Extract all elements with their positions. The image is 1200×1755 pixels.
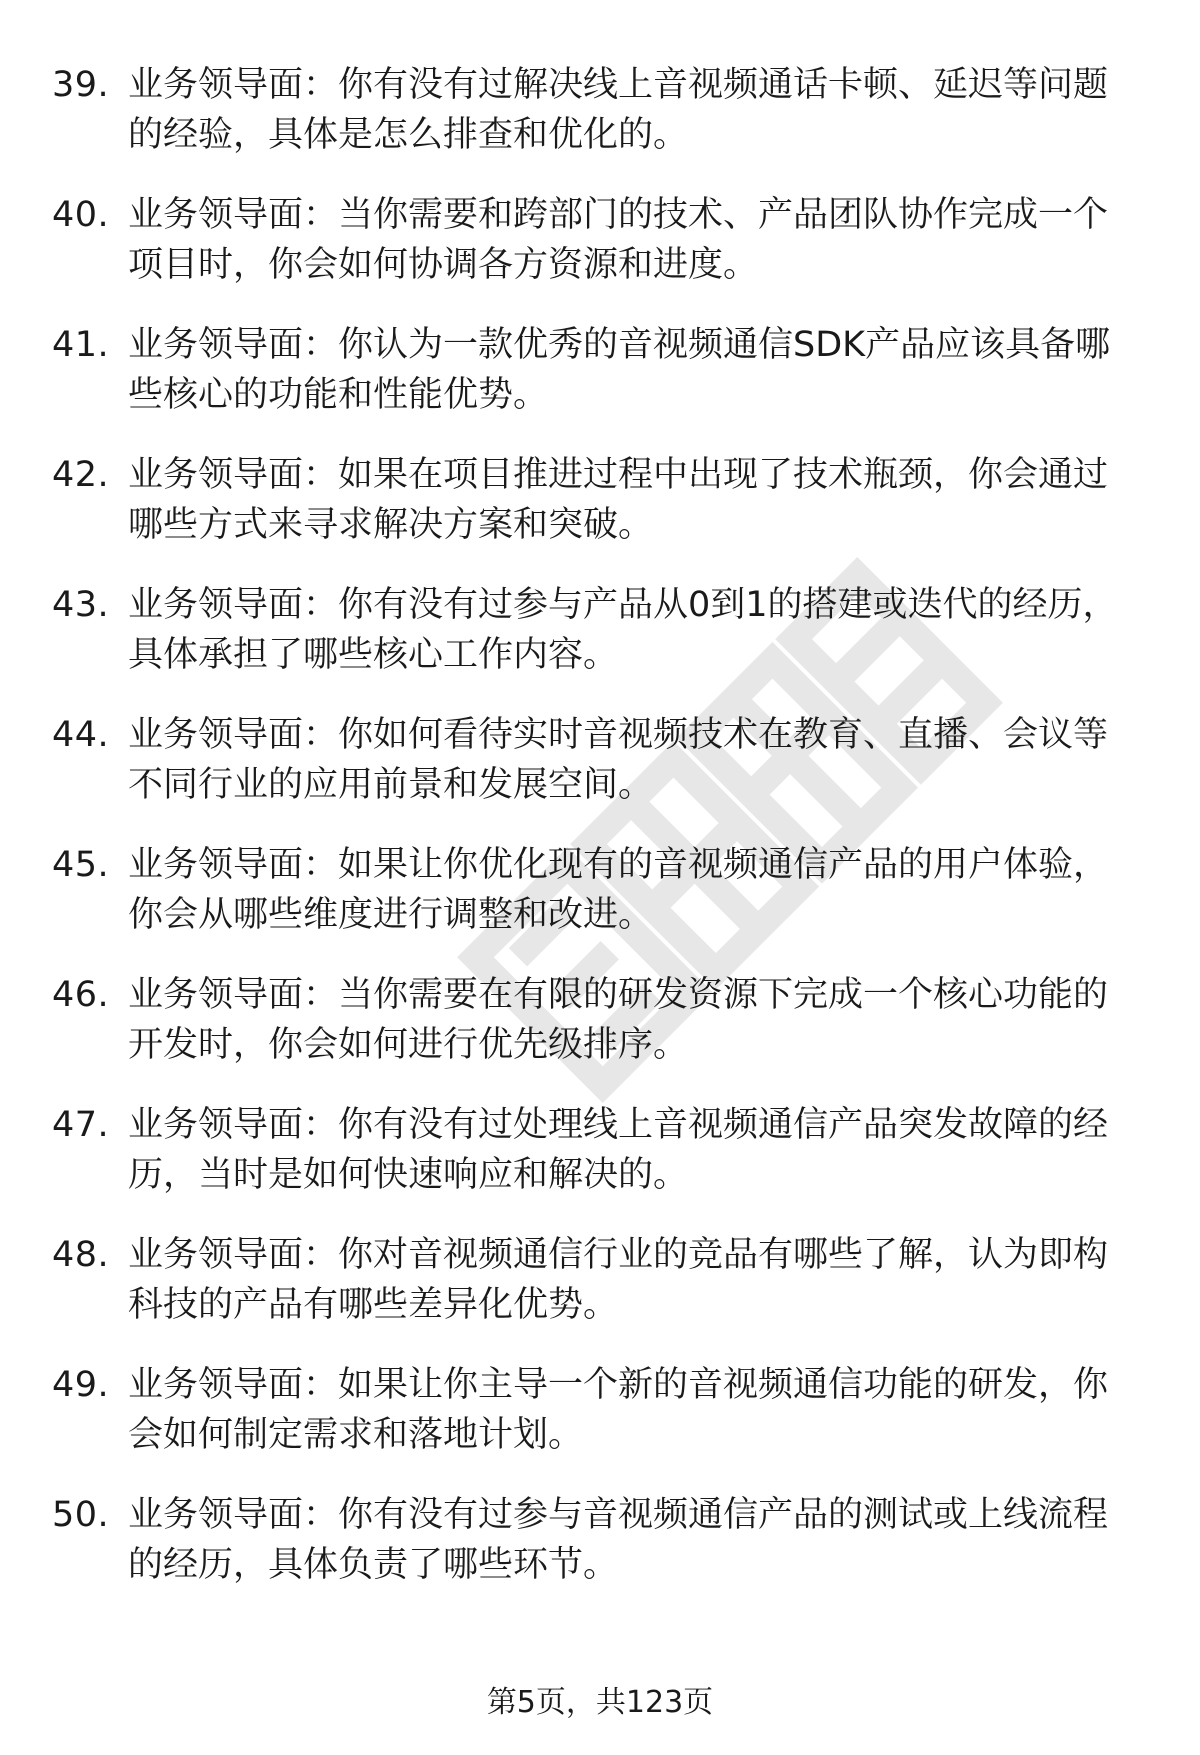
question-list xyxy=(52,60,1152,1620)
question-number: 41. xyxy=(52,325,110,365)
page-number-footer: 第5页，共123页 xyxy=(486,1685,714,1720)
question-number: 40. xyxy=(52,195,110,235)
question-number: 44. xyxy=(52,715,110,755)
list-item xyxy=(52,1360,1152,1490)
question-text: 业务领导面：当你需要和跨部门的技术、产品团队协作完成一个项目时，你会如何协调各方资源和进度。 xyxy=(128,195,1109,285)
question-text: 业务领导面：当你需要在有限的研发资源下完成一个核心功能的开发时，你会如何进行优先级排序。 xyxy=(128,975,1109,1065)
list-item xyxy=(52,190,1152,320)
list-item xyxy=(52,580,1152,710)
list-item xyxy=(52,970,1152,1100)
question-text: 业务领导面：你对音视频通信行业的竞品有哪些了解，认为即构科技的产品有哪些差异化优势。 xyxy=(128,1235,1109,1325)
question-number: 43. xyxy=(52,585,110,625)
list-item xyxy=(52,1100,1152,1230)
question-text: 业务领导面：你如何看待实时音视频技术在教育、直播、会议等不同行业的应用前景和发展空间。 xyxy=(128,715,1109,805)
list-item xyxy=(52,1490,1152,1620)
list-item xyxy=(52,840,1152,970)
question-number: 45. xyxy=(52,845,110,885)
list-item xyxy=(52,60,1152,190)
question-text: 业务领导面：你有没有过解决线上音视频通话卡顿、延迟等问题的经验，具体是怎么排查和优化的。 xyxy=(128,65,1109,155)
question-number: 49. xyxy=(52,1365,110,1405)
list-item xyxy=(52,1230,1152,1360)
list-item xyxy=(52,320,1152,450)
question-number: 47. xyxy=(52,1105,110,1145)
list-item xyxy=(52,450,1152,580)
question-text: 业务领导面：如果让你主导一个新的音视频通信功能的研发，你会如何制定需求和落地计划。 xyxy=(128,1365,1109,1455)
question-text: 业务领导面：如果在项目推进过程中出现了技术瓶颈，你会通过哪些方式来寻求解决方案和突破。 xyxy=(128,455,1109,545)
question-text: 业务领导面：你有没有过参与产品从0到1的搭建或迭代的经历，具体承担了哪些核心工作内容。 xyxy=(128,585,1118,675)
question-number: 48. xyxy=(52,1235,110,1275)
question-text: 业务领导面：如果让你优化现有的音视频通信产品的用户体验，你会从哪些维度进行调整和改进。 xyxy=(128,845,1109,935)
question-number: 46. xyxy=(52,975,110,1015)
question-text: 业务领导面：你认为一款优秀的音视频通信SDK产品应该具备哪些核心的功能和性能优势。 xyxy=(128,325,1111,415)
list-item xyxy=(52,710,1152,840)
question-text: 业务领导面：你有没有过处理线上音视频通信产品突发故障的经历，当时是如何快速响应和解决的。 xyxy=(128,1105,1109,1195)
question-number: 42. xyxy=(52,455,110,495)
question-number: 39. xyxy=(52,65,110,105)
question-text: 业务领导面：你有没有过参与音视频通信产品的测试或上线流程的经历，具体负责了哪些环节。 xyxy=(128,1495,1109,1585)
question-number: 50. xyxy=(52,1495,110,1535)
